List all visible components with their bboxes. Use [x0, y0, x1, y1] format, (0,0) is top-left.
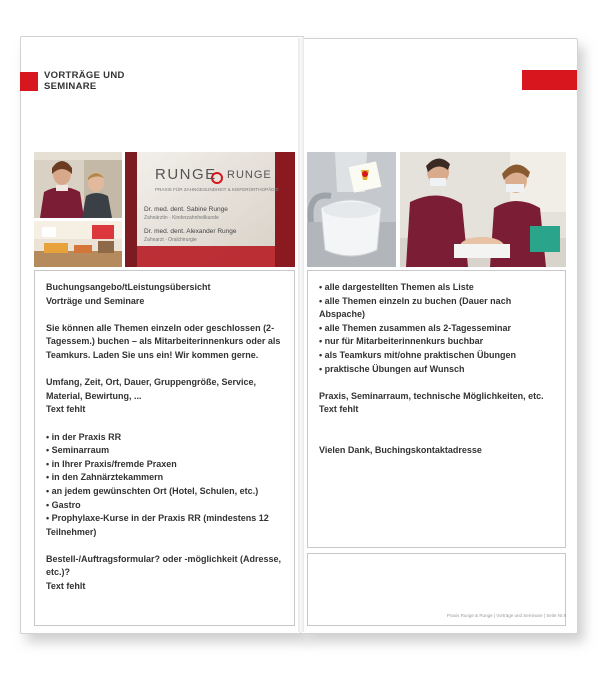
- location-item: • Gastro: [46, 499, 81, 510]
- right-thanks: Vielen Dank, Buchingskontaktadresse: [319, 445, 482, 456]
- sign-doc1-title: Zahnärztin · Kinderzahnheilkunde: [144, 215, 219, 221]
- left-intro: Sie können alle Themen einzeln oder geschlossen (2-Tagessem.) buchen – als Mitarbeiterinnenkurs oder als Teamkurs. Laden Sie uns ein! Wir kommen gerne.: [46, 322, 281, 360]
- booking-option-item: • als Teamkurs mit/ohne praktischen Übungen: [319, 349, 517, 360]
- booking-option-item: • alle Themen zusammen als 2-Tagesseminar: [319, 322, 512, 333]
- sign-name-right: RUNGE: [227, 169, 272, 181]
- booking-option-item: • alle dargestellten Themen als Liste: [319, 282, 474, 292]
- booking-option-item: • praktische Übungen auf Wunsch: [319, 363, 465, 374]
- left-heading-line-1: Buchungsangebo/tLeistungsübersicht: [46, 282, 211, 292]
- page-fold: [298, 38, 304, 632]
- left-text-missing-2: Text fehlt: [46, 581, 86, 592]
- sign-doc2-title: Zahnarzt · Oralchirurgie: [144, 237, 197, 243]
- location-item: • an jedem gewünschten Ort (Hotel, Schulen, etc.): [46, 485, 259, 496]
- photo-dentist-with-child: [34, 152, 122, 218]
- header-red-bar-right: [522, 70, 577, 90]
- page-title: [44, 70, 125, 92]
- right-facilities: Praxis, Seminarraum, technische Möglichkeiten, etc.: [319, 390, 544, 401]
- location-item: • in den Zahnärztekammern: [46, 472, 164, 483]
- title-line-2: SEMINARE: [44, 81, 97, 92]
- title-line-1: VORTRÄGE UND: [44, 70, 125, 81]
- location-item: • Prophylaxe-Kurse in der Praxis RR (mindestens 12 Teilnehmer): [46, 513, 269, 537]
- location-item: • Seminarraum: [46, 445, 110, 456]
- left-text-missing-1: Text fehlt: [46, 404, 86, 415]
- location-item: • in Ihrer Praxis/fremde Praxen: [46, 458, 177, 469]
- photo-dental-treatment: [400, 152, 566, 267]
- left-heading-line-2: Vorträge und Seminare: [46, 295, 145, 306]
- location-item: • in der Praxis RR: [46, 431, 122, 442]
- left-column-text: [46, 281, 286, 594]
- right-column-text: [319, 281, 559, 458]
- photo-practice-sign: [125, 152, 295, 267]
- booking-option-item: • alle Themen einzeln zu buchen (Dauer nach Abspache): [319, 295, 512, 320]
- sign-name-left: RUNGE: [155, 166, 217, 183]
- page-footer: Praxis Runge & Runge | Vorträge und Seminare | Seite Nr.9: [446, 613, 566, 618]
- photo-waiting-room: [34, 221, 122, 267]
- header-red-square: [20, 72, 38, 91]
- left-order-form: Bestell-/Auftragsformular? oder -möglichkeit (Adresse, etc.)?: [46, 553, 282, 578]
- sign-doc1-name: Dr. med. dent. Sabine Runge: [144, 206, 228, 213]
- sign-doc2-name: Dr. med. dent. Alexander Runge: [144, 228, 237, 235]
- sign-subtitle: PRAXIS FÜR ZAHNGESUNDHEIT & KIEFERORTHOPÄDIE: [155, 187, 279, 192]
- booking-option-item: • nur für Mitarbeiterinnenkurs buchbar: [319, 336, 484, 347]
- photo-cup-and-sticker: [307, 152, 396, 267]
- left-details: Umfang, Zeit, Ort, Dauer, Gruppengröße, Service, Material, Bewirtung, ...: [46, 377, 257, 401]
- right-text-missing: Text fehlt: [319, 404, 359, 415]
